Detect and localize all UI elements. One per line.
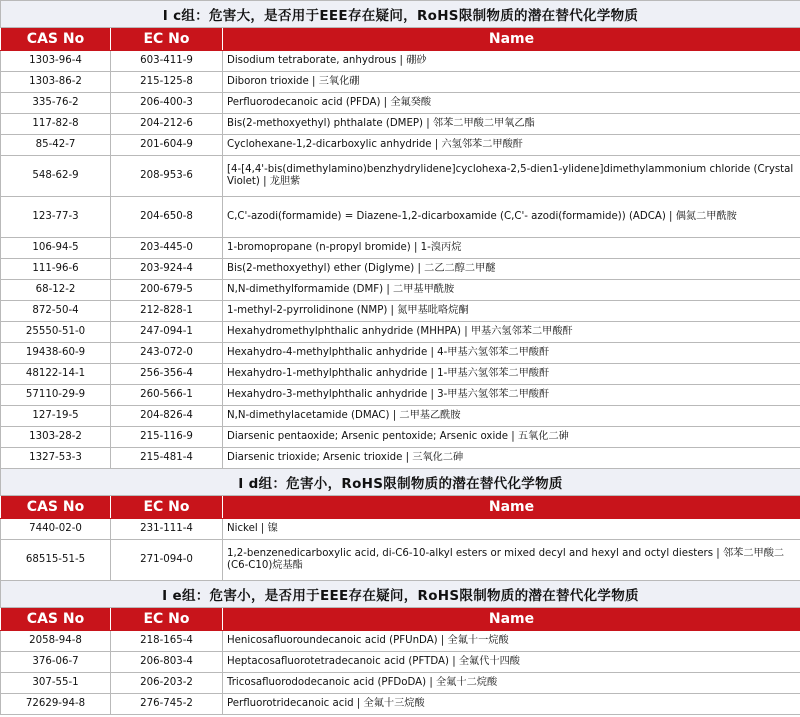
substance-table-body — [1, 1, 800, 715]
substance-name-cell: C,C'-azodi(formamide) = Diazene-1,2-dicarboxamide (C,C'- azodi(formamide)) (ADCA) | 偶氮二甲酰胺 — [223, 197, 800, 238]
table-row — [1, 93, 800, 114]
table-row — [1, 427, 800, 448]
ec-no-cell: 247-094-1 — [111, 322, 223, 343]
ec-no-cell: 276-745-2 — [111, 694, 223, 715]
table-row — [1, 156, 800, 197]
group-title-row — [1, 1, 800, 28]
substance-name-cell: N,N-dimethylformamide (DMF) | 二甲基甲酰胺 — [223, 280, 800, 301]
ec-no-cell: 204-826-4 — [111, 406, 223, 427]
table-row — [1, 135, 800, 156]
cas-no-cell: 2058-94-8 — [1, 631, 111, 652]
table-row — [1, 280, 800, 301]
ec-no-cell: 208-953-6 — [111, 156, 223, 197]
ec-no-cell: 200-679-5 — [111, 280, 223, 301]
table-row — [1, 259, 800, 280]
ec-no-cell: 271-094-0 — [111, 540, 223, 581]
table-row — [1, 448, 800, 469]
table-row — [1, 631, 800, 652]
table-row — [1, 652, 800, 673]
header-name: Name — [223, 608, 800, 631]
cas-no-cell: 85-42-7 — [1, 135, 111, 156]
cas-no-cell: 57110-29-9 — [1, 385, 111, 406]
table-row — [1, 114, 800, 135]
table-row — [1, 322, 800, 343]
header-name: Name — [223, 28, 800, 51]
ec-no-cell: 215-481-4 — [111, 448, 223, 469]
table-row — [1, 364, 800, 385]
cas-no-cell: 307-55-1 — [1, 673, 111, 694]
cas-no-cell: 335-76-2 — [1, 93, 111, 114]
ec-no-cell: 204-650-8 — [111, 197, 223, 238]
cas-no-cell: 1303-28-2 — [1, 427, 111, 448]
column-header-row — [1, 496, 800, 519]
ec-no-cell: 218-165-4 — [111, 631, 223, 652]
column-header-row — [1, 608, 800, 631]
substance-name-cell: 1-bromopropane (n-propyl bromide) | 1-溴丙烷 — [223, 238, 800, 259]
ec-no-cell: 206-203-2 — [111, 673, 223, 694]
column-header-row — [1, 28, 800, 51]
cas-no-cell: 1327-53-3 — [1, 448, 111, 469]
group-title-row — [1, 581, 800, 608]
ec-no-cell: 206-803-4 — [111, 652, 223, 673]
cas-no-cell: 72629-94-8 — [1, 694, 111, 715]
cas-no-cell: 19438-60-9 — [1, 343, 111, 364]
substance-name-cell: Diboron trioxide | 三氧化硼 — [223, 72, 800, 93]
table-row — [1, 519, 800, 540]
substance-name-cell: Diarsenic trioxide; Arsenic trioxide | 三氧化二砷 — [223, 448, 800, 469]
substance-name-cell: Nickel | 镍 — [223, 519, 800, 540]
substance-name-cell: Diarsenic pentaoxide; Arsenic pentoxide; Arsenic oxide | 五氧化二砷 — [223, 427, 800, 448]
ec-no-cell: 256-356-4 — [111, 364, 223, 385]
ec-no-cell: 203-924-4 — [111, 259, 223, 280]
cas-no-cell: 111-96-6 — [1, 259, 111, 280]
cas-no-cell: 7440-02-0 — [1, 519, 111, 540]
group-title-row — [1, 469, 800, 496]
cas-no-cell: 123-77-3 — [1, 197, 111, 238]
header-ec-no: EC No — [111, 608, 223, 631]
table-row — [1, 51, 800, 72]
substance-name-cell: Heptacosafluorotetradecanoic acid (PFTDA) | 全氟代十四酸 — [223, 652, 800, 673]
substance-name-cell: 1-methyl-2-pyrrolidinone (NMP) | 氮甲基吡咯烷酮 — [223, 301, 800, 322]
substance-name-cell: Perfluorotridecanoic acid | 全氟十三烷酸 — [223, 694, 800, 715]
cas-no-cell: 25550-51-0 — [1, 322, 111, 343]
table-row — [1, 343, 800, 364]
substance-name-cell: Disodium tetraborate, anhydrous | 硼砂 — [223, 51, 800, 72]
table-row — [1, 406, 800, 427]
cas-no-cell: 1303-96-4 — [1, 51, 111, 72]
substance-name-cell: Hexahydromethylphthalic anhydride (MHHPA) | 甲基六氢邻苯二甲酸酐 — [223, 322, 800, 343]
header-cas-no: CAS No — [1, 496, 111, 519]
substance-name-cell: Henicosafluoroundecanoic acid (PFUnDA) | 全氟十一烷酸 — [223, 631, 800, 652]
ec-no-cell: 603-411-9 — [111, 51, 223, 72]
ec-no-cell: 260-566-1 — [111, 385, 223, 406]
cas-no-cell: 548-62-9 — [1, 156, 111, 197]
cas-no-cell: 117-82-8 — [1, 114, 111, 135]
group-title: I e组：危害小，是否用于EEE存在疑问，RoHS限制物质的潜在替代化学物质 — [1, 581, 800, 608]
cas-no-cell: 68515-51-5 — [1, 540, 111, 581]
cas-no-cell: 106-94-5 — [1, 238, 111, 259]
cas-no-cell: 68-12-2 — [1, 280, 111, 301]
table-row — [1, 385, 800, 406]
table-row — [1, 540, 800, 581]
substance-name-cell: Perfluorodecanoic acid (PFDA) | 全氟癸酸 — [223, 93, 800, 114]
substance-name-cell: Bis(2-methoxyethyl) phthalate (DMEP) | 邻苯二甲酸二甲氧乙酯 — [223, 114, 800, 135]
substance-name-cell: [4-[4,4'-bis(dimethylamino)benzhydrylidene]cyclohexa-2,5-dien1-ylidene]dimethylammonium chloride (Crystal Violet) | 龙胆紫 — [223, 156, 800, 197]
table-row — [1, 72, 800, 93]
ec-no-cell: 203-445-0 — [111, 238, 223, 259]
substance-name-cell: Hexahydro-1-methylphthalic anhydride | 1-甲基六氢邻苯二甲酸酐 — [223, 364, 800, 385]
table-row — [1, 673, 800, 694]
cas-no-cell: 376-06-7 — [1, 652, 111, 673]
cas-no-cell: 48122-14-1 — [1, 364, 111, 385]
cas-no-cell: 1303-86-2 — [1, 72, 111, 93]
substance-name-cell: Hexahydro-4-methylphthalic anhydride | 4-甲基六氢邻苯二甲酸酐 — [223, 343, 800, 364]
group-title: I d组：危害小，RoHS限制物质的潜在替代化学物质 — [1, 469, 800, 496]
cas-no-cell: 872-50-4 — [1, 301, 111, 322]
table-row — [1, 694, 800, 715]
ec-no-cell: 212-828-1 — [111, 301, 223, 322]
substance-name-cell: Cyclohexane-1,2-dicarboxylic anhydride | 六氢邻苯二甲酸酐 — [223, 135, 800, 156]
table-row — [1, 238, 800, 259]
substance-name-cell: Tricosafluorododecanoic acid (PFDoDA) | 全氟十二烷酸 — [223, 673, 800, 694]
ec-no-cell: 206-400-3 — [111, 93, 223, 114]
header-cas-no: CAS No — [1, 608, 111, 631]
substance-name-cell: Bis(2-methoxyethyl) ether (Diglyme) | 二乙二醇二甲醚 — [223, 259, 800, 280]
ec-no-cell: 215-125-8 — [111, 72, 223, 93]
cas-no-cell: 127-19-5 — [1, 406, 111, 427]
header-ec-no: EC No — [111, 28, 223, 51]
table-row — [1, 301, 800, 322]
ec-no-cell: 201-604-9 — [111, 135, 223, 156]
header-ec-no: EC No — [111, 496, 223, 519]
substance-name-cell: 1,2-benzenedicarboxylic acid, di-C6-10-alkyl esters or mixed decyl and hexyl and octyl diesters | 邻苯二甲酸二(C6-C10)烷基酯 — [223, 540, 800, 581]
ec-no-cell: 204-212-6 — [111, 114, 223, 135]
ec-no-cell: 215-116-9 — [111, 427, 223, 448]
group-title: I c组：危害大，是否用于EEE存在疑问，RoHS限制物质的潜在替代化学物质 — [1, 1, 800, 28]
table-row — [1, 197, 800, 238]
header-name: Name — [223, 496, 800, 519]
substance-name-cell: Hexahydro-3-methylphthalic anhydride | 3-甲基六氢邻苯二甲酸酐 — [223, 385, 800, 406]
substance-name-cell: N,N-dimethylacetamide (DMAC) | 二甲基乙酰胺 — [223, 406, 800, 427]
header-cas-no: CAS No — [1, 28, 111, 51]
ec-no-cell: 243-072-0 — [111, 343, 223, 364]
ec-no-cell: 231-111-4 — [111, 519, 223, 540]
